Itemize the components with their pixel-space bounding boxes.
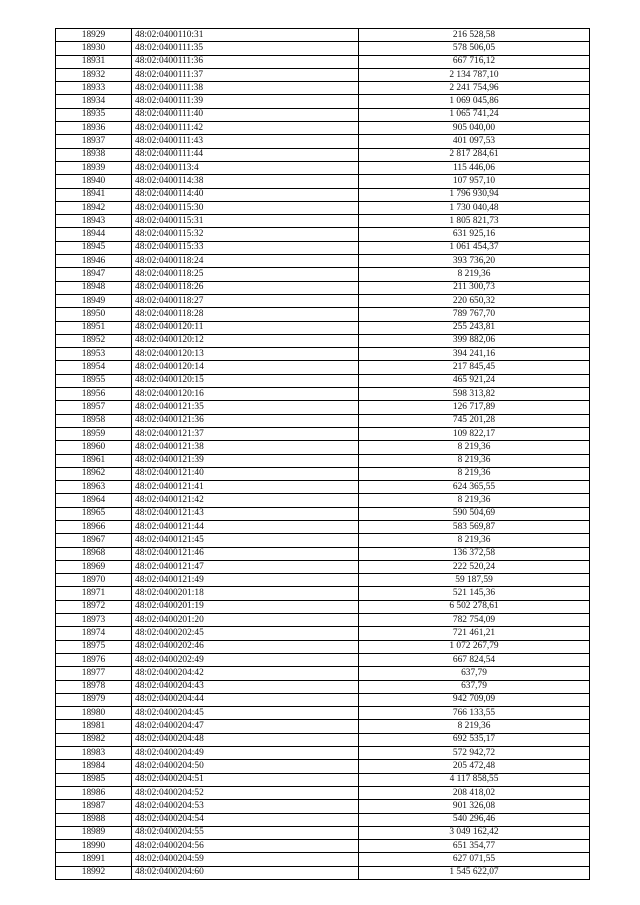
cadastral-value-cell: 598 313,82	[359, 388, 590, 401]
table-row	[56, 161, 590, 174]
cadastral-value-cell: 766 133,55	[359, 707, 590, 720]
cadastral-number-cell: 48:02:0400202:46	[132, 640, 359, 653]
table-row	[56, 640, 590, 653]
row-number-cell: 18940	[56, 175, 132, 188]
cadastral-value-cell: 1 796 930,94	[359, 188, 590, 201]
cadastral-number-cell: 48:02:0400204:55	[132, 826, 359, 839]
table-row	[56, 680, 590, 693]
cadastral-value-cell: 1 730 040,48	[359, 201, 590, 214]
cadastral-value-cell: 637,79	[359, 680, 590, 693]
cadastral-value-cell: 583 569,87	[359, 520, 590, 533]
table-row	[56, 441, 590, 454]
cadastral-value-cell: 901 326,08	[359, 800, 590, 813]
table-row	[56, 720, 590, 733]
table-row	[56, 494, 590, 507]
cadastral-value-cell: 8 219,36	[359, 268, 590, 281]
cadastral-number-cell: 48:02:0400121:36	[132, 414, 359, 427]
row-number-cell: 18929	[56, 29, 132, 42]
row-number-cell: 18957	[56, 401, 132, 414]
table-row	[56, 520, 590, 533]
cadastral-number-cell: 48:02:0400111:40	[132, 108, 359, 121]
cadastral-value-cell: 631 925,16	[359, 228, 590, 241]
cadastral-value-cell: 222 520,24	[359, 560, 590, 573]
row-number-cell: 18971	[56, 587, 132, 600]
cadastral-number-cell: 48:02:0400204:45	[132, 707, 359, 720]
row-number-cell: 18978	[56, 680, 132, 693]
cadastral-number-cell: 48:02:0400120:14	[132, 361, 359, 374]
cadastral-number-cell: 48:02:0400111:43	[132, 135, 359, 148]
cadastral-number-cell: 48:02:0400115:30	[132, 201, 359, 214]
row-number-cell: 18958	[56, 414, 132, 427]
table-row	[56, 414, 590, 427]
row-number-cell: 18952	[56, 334, 132, 347]
cadastral-value-cell: 540 296,46	[359, 813, 590, 826]
cadastral-number-cell: 48:02:0400121:43	[132, 507, 359, 520]
cadastral-value-cell: 216 528,58	[359, 29, 590, 42]
row-number-cell: 18992	[56, 866, 132, 879]
row-number-cell: 18966	[56, 520, 132, 533]
cadastral-value-cell: 667 824,54	[359, 653, 590, 666]
cadastral-value-cell: 8 219,36	[359, 720, 590, 733]
cadastral-number-cell: 48:02:0400120:16	[132, 388, 359, 401]
row-number-cell: 18986	[56, 786, 132, 799]
row-number-cell: 18949	[56, 294, 132, 307]
cadastral-value-cell: 1 805 821,73	[359, 215, 590, 228]
table-row	[56, 507, 590, 520]
table-row	[56, 667, 590, 680]
row-number-cell: 18976	[56, 653, 132, 666]
cadastral-value-cell: 399 882,06	[359, 334, 590, 347]
row-number-cell: 18954	[56, 361, 132, 374]
cadastral-value-cell: 721 461,21	[359, 627, 590, 640]
row-number-cell: 18985	[56, 773, 132, 786]
cadastral-number-cell: 48:02:0400111:38	[132, 82, 359, 95]
cadastral-value-cell: 578 506,05	[359, 42, 590, 55]
cadastral-number-cell: 48:02:0400118:25	[132, 268, 359, 281]
table-row	[56, 481, 590, 494]
cadastral-value-cell: 1 069 045,86	[359, 95, 590, 108]
table-row	[56, 42, 590, 55]
cadastral-value-cell: 8 219,36	[359, 467, 590, 480]
table-row	[56, 29, 590, 42]
table-row	[56, 800, 590, 813]
row-number-cell: 18968	[56, 547, 132, 560]
table-row	[56, 733, 590, 746]
cadastral-value-cell: 789 767,70	[359, 308, 590, 321]
table-row	[56, 840, 590, 853]
row-number-cell: 18988	[56, 813, 132, 826]
cadastral-value-cell: 637,79	[359, 667, 590, 680]
cadastral-value-cell: 651 354,77	[359, 840, 590, 853]
cadastral-number-cell: 48:02:0400121:39	[132, 454, 359, 467]
cadastral-number-cell: 48:02:0400121:41	[132, 481, 359, 494]
cadastral-value-cell: 627 071,55	[359, 853, 590, 866]
table-row	[56, 547, 590, 560]
cadastral-value-cell: 217 845,45	[359, 361, 590, 374]
cadastral-value-cell: 465 921,24	[359, 374, 590, 387]
cadastral-number-cell: 48:02:0400118:27	[132, 294, 359, 307]
row-number-cell: 18965	[56, 507, 132, 520]
table-row	[56, 68, 590, 81]
row-number-cell: 18941	[56, 188, 132, 201]
row-number-cell: 18932	[56, 68, 132, 81]
row-number-cell: 18931	[56, 55, 132, 68]
cadastral-value-cell: 393 736,20	[359, 255, 590, 268]
row-number-cell: 18964	[56, 494, 132, 507]
row-number-cell: 18991	[56, 853, 132, 866]
cadastral-number-cell: 48:02:0400111:37	[132, 68, 359, 81]
table-row	[56, 534, 590, 547]
cadastral-number-cell: 48:02:0400121:38	[132, 441, 359, 454]
cadastral-value-cell: 782 754,09	[359, 614, 590, 627]
cadastral-value-cell: 394 241,16	[359, 348, 590, 361]
cadastral-value-cell: 211 300,73	[359, 281, 590, 294]
table-row	[56, 653, 590, 666]
cadastral-number-cell: 48:02:0400204:60	[132, 866, 359, 879]
cadastral-value-cell: 3 049 162,42	[359, 826, 590, 839]
cadastral-number-cell: 48:02:0400113:4	[132, 161, 359, 174]
table-row	[56, 175, 590, 188]
table-row	[56, 188, 590, 201]
row-number-cell: 18980	[56, 707, 132, 720]
cadastral-number-cell: 48:02:0400120:13	[132, 348, 359, 361]
table-row	[56, 201, 590, 214]
cadastral-value-cell: 8 219,36	[359, 441, 590, 454]
cadastral-value-cell: 572 942,72	[359, 747, 590, 760]
cadastral-value-cell: 107 957,10	[359, 175, 590, 188]
table-row	[56, 401, 590, 414]
row-number-cell: 18960	[56, 441, 132, 454]
cadastral-value-cell: 1 545 622,07	[359, 866, 590, 879]
cadastral-number-cell: 48:02:0400120:12	[132, 334, 359, 347]
cadastral-number-cell: 48:02:0400121:35	[132, 401, 359, 414]
row-number-cell: 18945	[56, 241, 132, 254]
table-row	[56, 707, 590, 720]
cadastral-value-cell: 220 650,32	[359, 294, 590, 307]
table-row	[56, 560, 590, 573]
cadastral-value-cell: 2 134 787,10	[359, 68, 590, 81]
row-number-cell: 18956	[56, 388, 132, 401]
table-row	[56, 361, 590, 374]
table-row	[56, 693, 590, 706]
cadastral-value-cell: 136 372,58	[359, 547, 590, 560]
row-number-cell: 18961	[56, 454, 132, 467]
row-number-cell: 18951	[56, 321, 132, 334]
cadastral-value-cell: 6 502 278,61	[359, 600, 590, 613]
row-number-cell: 18990	[56, 840, 132, 853]
table-row	[56, 215, 590, 228]
cadastral-number-cell: 48:02:0400204:51	[132, 773, 359, 786]
cadastral-number-cell: 48:02:0400204:53	[132, 800, 359, 813]
table-row	[56, 760, 590, 773]
cadastral-value-table	[55, 28, 590, 880]
row-number-cell: 18982	[56, 733, 132, 746]
table-row	[56, 55, 590, 68]
cadastral-number-cell: 48:02:0400115:33	[132, 241, 359, 254]
table-row	[56, 228, 590, 241]
cadastral-number-cell: 48:02:0400202:45	[132, 627, 359, 640]
cadastral-number-cell: 48:02:0400121:37	[132, 427, 359, 440]
cadastral-number-cell: 48:02:0400201:19	[132, 600, 359, 613]
table-row	[56, 853, 590, 866]
cadastral-number-cell: 48:02:0400204:59	[132, 853, 359, 866]
table-row	[56, 281, 590, 294]
table-row	[56, 600, 590, 613]
cadastral-number-cell: 48:02:0400204:48	[132, 733, 359, 746]
cadastral-number-cell: 48:02:0400121:49	[132, 574, 359, 587]
cadastral-number-cell: 48:02:0400204:43	[132, 680, 359, 693]
table-row	[56, 627, 590, 640]
row-number-cell: 18937	[56, 135, 132, 148]
row-number-cell: 18981	[56, 720, 132, 733]
cadastral-value-cell: 208 418,02	[359, 786, 590, 799]
row-number-cell: 18930	[56, 42, 132, 55]
cadastral-value-cell: 8 219,36	[359, 534, 590, 547]
table-row	[56, 786, 590, 799]
row-number-cell: 18979	[56, 693, 132, 706]
row-number-cell: 18950	[56, 308, 132, 321]
table-row	[56, 454, 590, 467]
row-number-cell: 18943	[56, 215, 132, 228]
cadastral-value-cell: 590 504,69	[359, 507, 590, 520]
cadastral-number-cell: 48:02:0400204:56	[132, 840, 359, 853]
cadastral-value-cell: 942 709,09	[359, 693, 590, 706]
table-row	[56, 241, 590, 254]
table-row	[56, 135, 590, 148]
table-row	[56, 334, 590, 347]
row-number-cell: 18975	[56, 640, 132, 653]
cadastral-number-cell: 48:02:0400121:45	[132, 534, 359, 547]
cadastral-number-cell: 48:02:0400114:40	[132, 188, 359, 201]
cadastral-number-cell: 48:02:0400204:44	[132, 693, 359, 706]
cadastral-value-cell: 115 446,06	[359, 161, 590, 174]
row-number-cell: 18933	[56, 82, 132, 95]
cadastral-number-cell: 48:02:0400120:11	[132, 321, 359, 334]
row-number-cell: 18974	[56, 627, 132, 640]
cadastral-number-cell: 48:02:0400115:31	[132, 215, 359, 228]
cadastral-number-cell: 48:02:0400118:24	[132, 255, 359, 268]
cadastral-number-cell: 48:02:0400204:49	[132, 747, 359, 760]
cadastral-value-cell: 59 187,59	[359, 574, 590, 587]
row-number-cell: 18959	[56, 427, 132, 440]
cadastral-number-cell: 48:02:0400204:54	[132, 813, 359, 826]
row-number-cell: 18987	[56, 800, 132, 813]
row-number-cell: 18969	[56, 560, 132, 573]
table-row	[56, 321, 590, 334]
cadastral-value-cell: 255 243,81	[359, 321, 590, 334]
row-number-cell: 18977	[56, 667, 132, 680]
cadastral-number-cell: 48:02:0400111:35	[132, 42, 359, 55]
row-number-cell: 18972	[56, 600, 132, 613]
cadastral-number-cell: 48:02:0400201:18	[132, 587, 359, 600]
cadastral-value-cell: 8 219,36	[359, 494, 590, 507]
cadastral-value-cell: 745 201,28	[359, 414, 590, 427]
row-number-cell: 18934	[56, 95, 132, 108]
cadastral-value-cell: 126 717,89	[359, 401, 590, 414]
cadastral-number-cell: 48:02:0400114:38	[132, 175, 359, 188]
cadastral-number-cell: 48:02:0400204:52	[132, 786, 359, 799]
cadastral-number-cell: 48:02:0400121:44	[132, 520, 359, 533]
cadastral-number-cell: 48:02:0400204:50	[132, 760, 359, 773]
cadastral-number-cell: 48:02:0400201:20	[132, 614, 359, 627]
table-row	[56, 467, 590, 480]
cadastral-value-cell: 692 535,17	[359, 733, 590, 746]
cadastral-number-cell: 48:02:0400111:39	[132, 95, 359, 108]
cadastral-number-cell: 48:02:0400118:26	[132, 281, 359, 294]
table-row	[56, 148, 590, 161]
row-number-cell: 18970	[56, 574, 132, 587]
row-number-cell: 18938	[56, 148, 132, 161]
cadastral-value-cell: 205 472,48	[359, 760, 590, 773]
row-number-cell: 18983	[56, 747, 132, 760]
table-row	[56, 587, 590, 600]
row-number-cell: 18984	[56, 760, 132, 773]
table-row	[56, 388, 590, 401]
table-row	[56, 122, 590, 135]
row-number-cell: 18935	[56, 108, 132, 121]
row-number-cell: 18939	[56, 161, 132, 174]
row-number-cell: 18962	[56, 467, 132, 480]
table-row	[56, 255, 590, 268]
table-row	[56, 813, 590, 826]
cadastral-number-cell: 48:02:0400111:44	[132, 148, 359, 161]
cadastral-value-cell: 8 219,36	[359, 454, 590, 467]
table-row	[56, 82, 590, 95]
row-number-cell: 18946	[56, 255, 132, 268]
row-number-cell: 18967	[56, 534, 132, 547]
row-number-cell: 18973	[56, 614, 132, 627]
table-row	[56, 348, 590, 361]
cadastral-number-cell: 48:02:0400118:28	[132, 308, 359, 321]
row-number-cell: 18955	[56, 374, 132, 387]
cadastral-number-cell: 48:02:0400121:42	[132, 494, 359, 507]
row-number-cell: 18963	[56, 481, 132, 494]
cadastral-value-cell: 905 040,00	[359, 122, 590, 135]
table-row	[56, 826, 590, 839]
table-row	[56, 268, 590, 281]
cadastral-number-cell: 48:02:0400204:42	[132, 667, 359, 680]
cadastral-value-cell: 521 145,36	[359, 587, 590, 600]
row-number-cell: 18936	[56, 122, 132, 135]
table-row	[56, 427, 590, 440]
table-body	[56, 29, 590, 880]
cadastral-value-cell: 2 241 754,96	[359, 82, 590, 95]
table-row	[56, 95, 590, 108]
cadastral-value-cell: 4 117 858,55	[359, 773, 590, 786]
cadastral-value-cell: 1 072 267,79	[359, 640, 590, 653]
row-number-cell: 18947	[56, 268, 132, 281]
cadastral-value-cell: 2 817 284,61	[359, 148, 590, 161]
table-row	[56, 866, 590, 879]
cadastral-number-cell: 48:02:0400121:46	[132, 547, 359, 560]
cadastral-value-cell: 1 065 741,24	[359, 108, 590, 121]
cadastral-number-cell: 48:02:0400202:49	[132, 653, 359, 666]
cadastral-number-cell: 48:02:0400110:31	[132, 29, 359, 42]
cadastral-number-cell: 48:02:0400111:42	[132, 122, 359, 135]
table-row	[56, 294, 590, 307]
cadastral-value-cell: 624 365,55	[359, 481, 590, 494]
table-row	[56, 747, 590, 760]
table-row	[56, 308, 590, 321]
cadastral-number-cell: 48:02:0400121:40	[132, 467, 359, 480]
row-number-cell: 18989	[56, 826, 132, 839]
table-row	[56, 574, 590, 587]
cadastral-number-cell: 48:02:0400204:47	[132, 720, 359, 733]
table-row	[56, 108, 590, 121]
cadastral-value-cell: 109 822,17	[359, 427, 590, 440]
row-number-cell: 18953	[56, 348, 132, 361]
table-row	[56, 374, 590, 387]
table-row	[56, 773, 590, 786]
row-number-cell: 18942	[56, 201, 132, 214]
cadastral-value-cell: 1 061 454,37	[359, 241, 590, 254]
row-number-cell: 18944	[56, 228, 132, 241]
cadastral-number-cell: 48:02:0400121:47	[132, 560, 359, 573]
row-number-cell: 18948	[56, 281, 132, 294]
cadastral-number-cell: 48:02:0400120:15	[132, 374, 359, 387]
table-row	[56, 614, 590, 627]
cadastral-number-cell: 48:02:0400115:32	[132, 228, 359, 241]
cadastral-number-cell: 48:02:0400111:36	[132, 55, 359, 68]
cadastral-value-cell: 401 097,53	[359, 135, 590, 148]
cadastral-value-cell: 667 716,12	[359, 55, 590, 68]
